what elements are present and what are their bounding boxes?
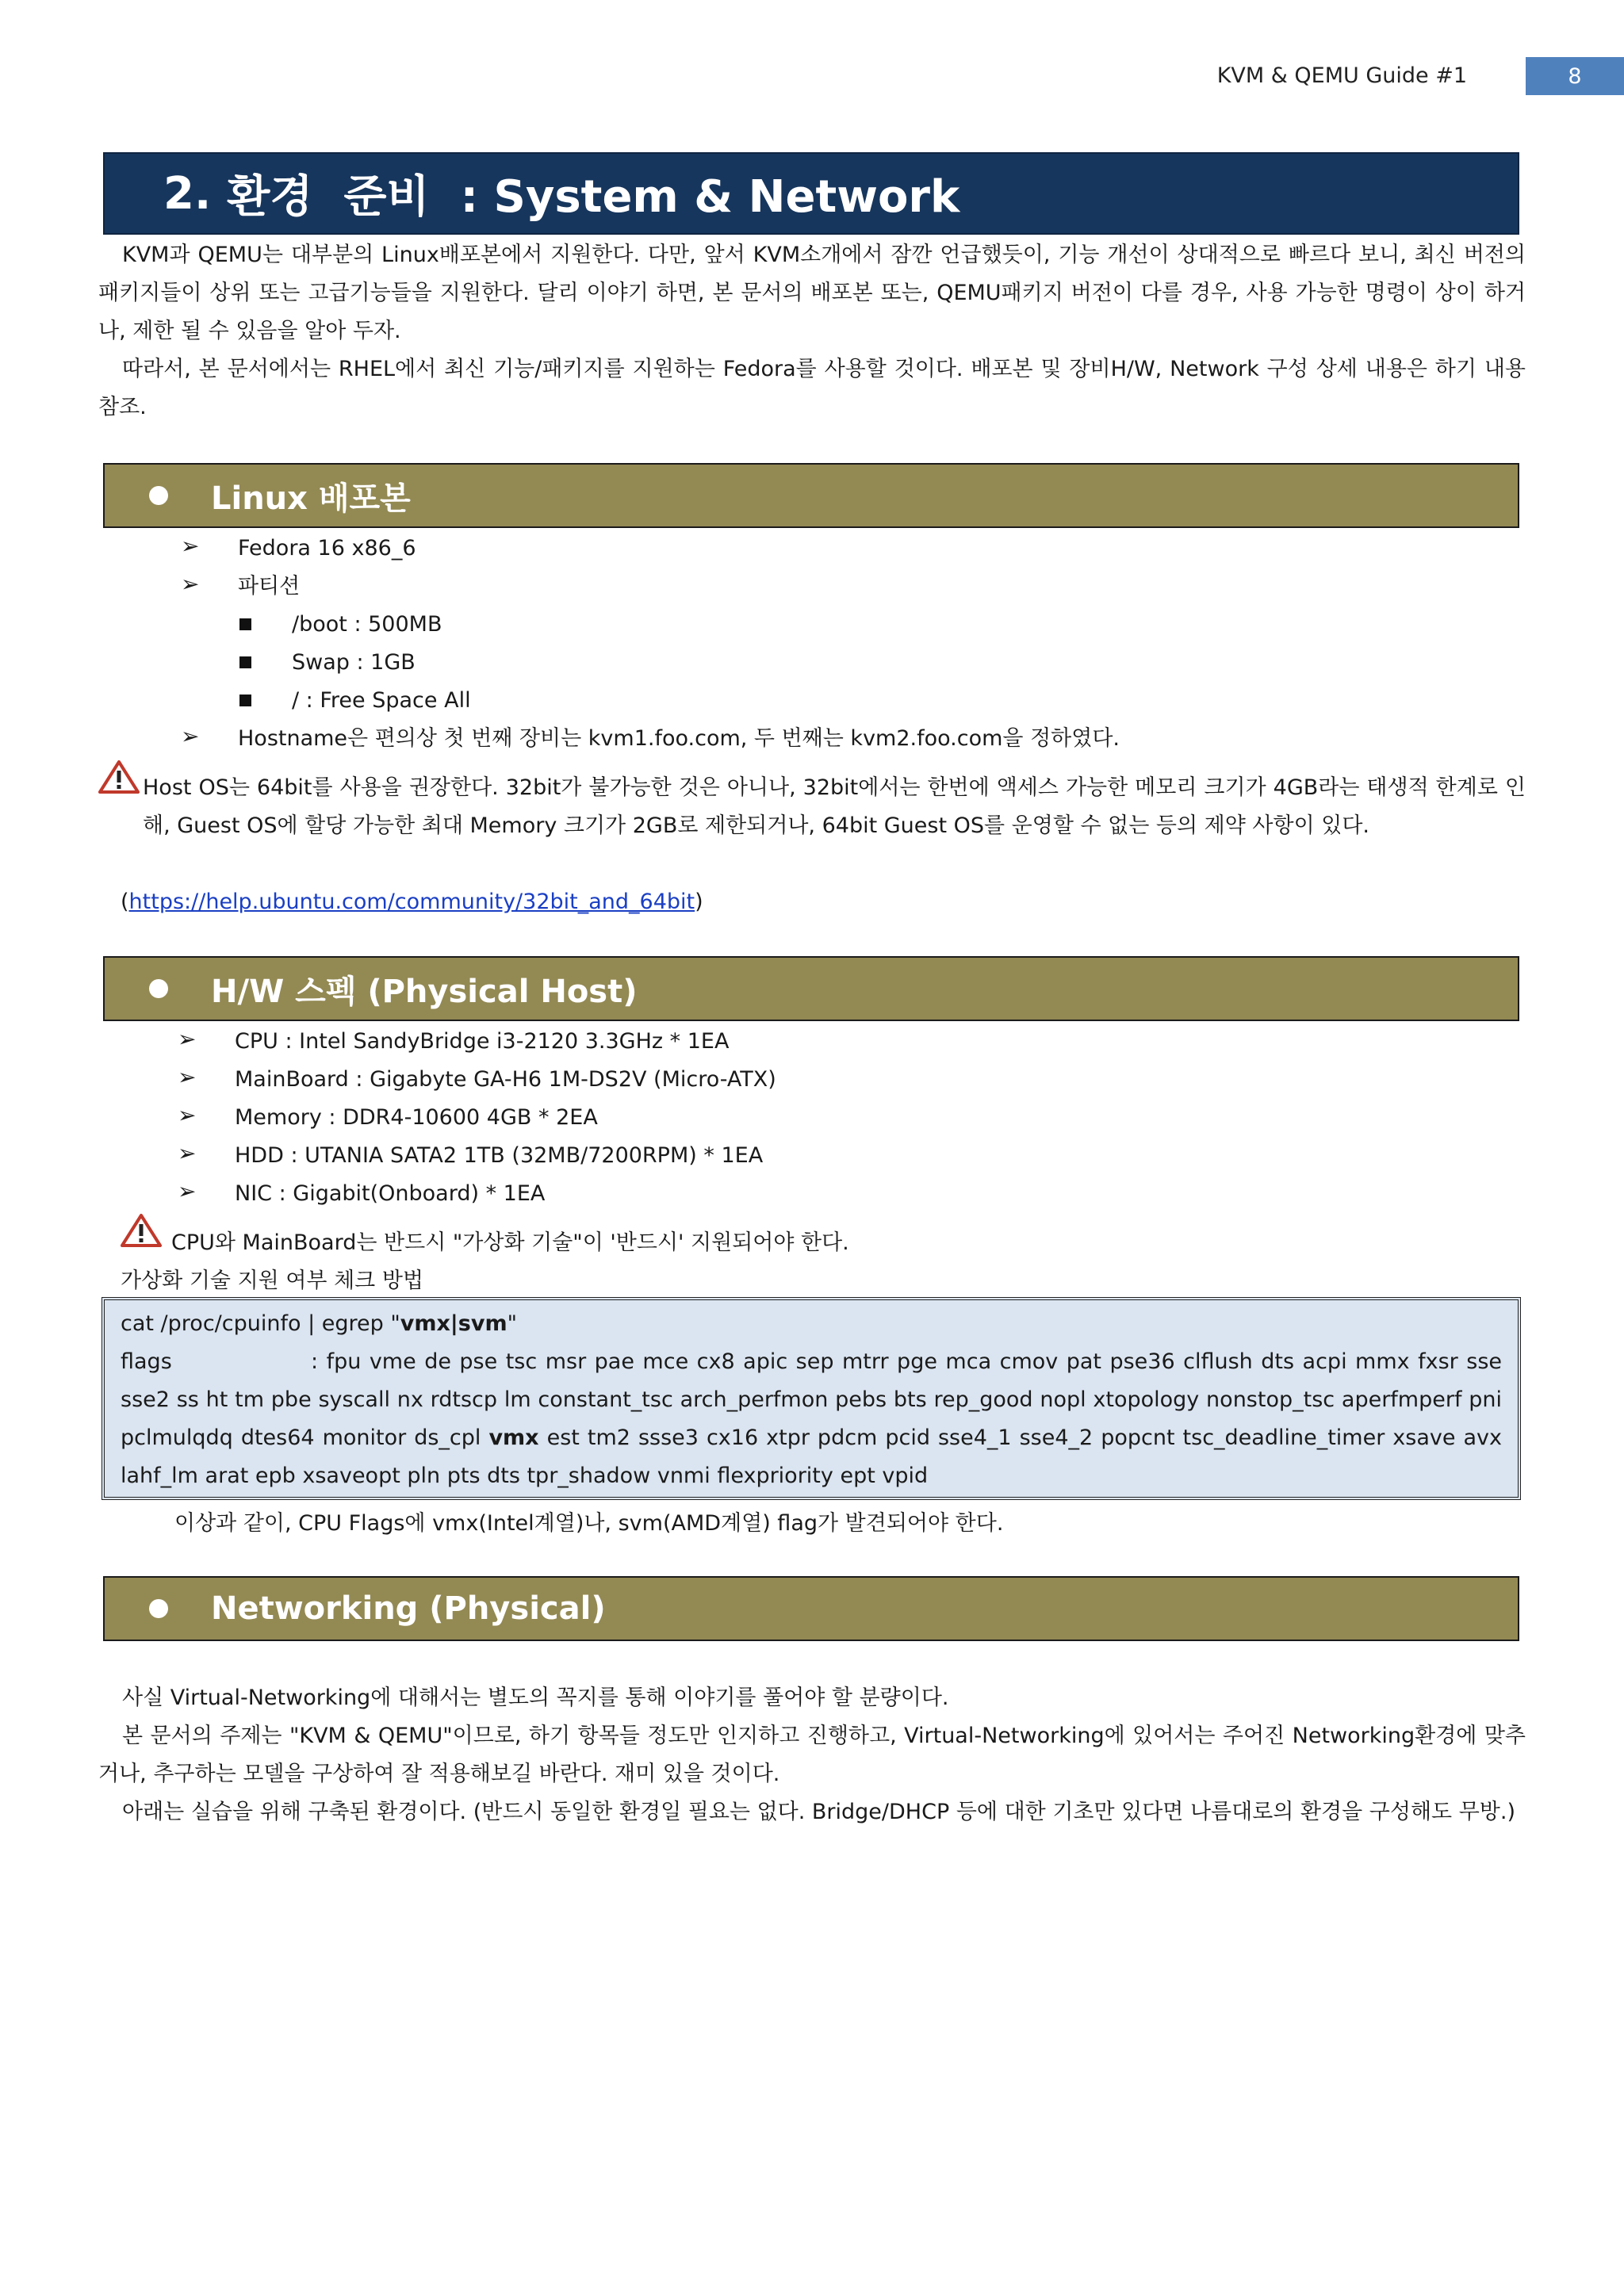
check-method-title: 가상화 기술 지원 여부 체크 방법 [121, 1269, 423, 1293]
warning-icon [121, 1213, 162, 1248]
hw-warning-text: CPU와 MainBoard는 반드시 "가상화 기술"이 '반드시' 지원되어야 한다. [171, 1230, 849, 1255]
intro-paragraph-2: 따라서, 본 문서에서는 RHEL에서 최신 기능/패키지를 지원하는 Fedora를 사용할 것이다. 배포본 및 장비H/W, Network 구성 상세 내용은 하기 내용 참조. [98, 357, 1526, 419]
hw-item-mainboard: MainBoard : Gigabyte GA-H6 1M-DS2V (Micro-ATX) [235, 1067, 776, 1092]
bullet-icon [149, 486, 168, 505]
reference-link[interactable]: https://help.ubuntu.com/community/32bit_and_64bit [128, 890, 695, 914]
page-number: 8 [1526, 57, 1624, 95]
arrow-bullet-icon: ➢ [178, 1064, 197, 1090]
list-item-distro: Fedora 16 x86_6 [238, 536, 416, 561]
hw-item-hdd: HDD : UTANIA SATA2 1TB (32MB/7200RPM) * 1EA [235, 1143, 764, 1168]
code-flags: flags : fpu vme de pse tsc msr pae mce cx8 apic sep mtrr pge mca cmov pat pse36 clflush dts acpi mmx fxsr sse sse2 ss ht tm pbe syscall nx rdtscp lm constant_tsc arch_perfmon pebs bts rep_good nopl xtopology nonstop_tsc aperfmperf pni pclmulqdq dtes64 monitor ds_cpl vmx est tm2 ssse3 cx16 xtpr pdcm pcid sse4_1 sse4_2 popcnt tsc_deadline_timer xsave avx lahf_lm arat epb xsaveopt pln pts dts tpr_shadow vnmi flexpriority ept vpid [121, 1349, 1502, 1488]
network-paragraph-1: 사실 Virtual-Networking에 대해서는 별도의 꼭지를 통해 이야기를 풀어야 할 분량이다. [122, 1686, 949, 1710]
section-linux-heading [103, 463, 1519, 528]
network-paragraph-3: 아래는 실습을 위해 구축된 환경이다. (반드시 동일한 환경일 필요는 없다. Bridge/DHCP 등에 대한 기초만 있다면 나름대로의 환경을 구성해도 무방.) [122, 1800, 1515, 1824]
chapter-title-text: 환경 준비 : System & Network [227, 171, 960, 223]
code-command: cat /proc/cpuinfo | egrep "vmx|svm" [121, 1311, 518, 1336]
arrow-bullet-icon: ➢ [181, 533, 200, 559]
cpu-flags-note: 이상과 같이, CPU Flags에 vmx(Intel계열)나, svm(AMD계열) flag가 발견되어야 한다. [174, 1511, 1004, 1536]
intro-paragraph-1: KVM과 QEMU는 대부분의 Linux배포본에서 지원한다. 다만, 앞서 KVM소개에서 잠깐 언급했듯이, 기능 개선이 상대적으로 빠르다 보니, 최신 버전의 패키지들이 상위 또는 고급기능들을 지원한다. 달리 이야기 하면, 본 문서의 배포본 또는, QEMU패키지 버전이 다를 경우, 사용 가능한 명령이 상이 하거나, 제한 될 수 있음을 알아 두자. [98, 243, 1526, 343]
linux-warning-text: Host OS는 64bit를 사용을 권장한다. 32bit가 불가능한 것은 아니나, 32bit에서는 한번에 액세스 가능한 메모리 크기가 4GB라는 태생적 한계로 인해, Guest OS에 할당 가능한 최대 Memory 크기가 2GB로 제한되거나, 64bit Guest OS를 운영할 수 없는 등의 제약 사항이 있다. [143, 775, 1526, 838]
hw-item-cpu: CPU : Intel SandyBridge i3-2120 3.3GHz * 1EA [235, 1029, 730, 1054]
reference-link-line: (https://help.ubuntu.com/community/32bit_and_64bit) [121, 890, 703, 914]
arrow-bullet-icon: ➢ [178, 1178, 197, 1204]
chapter-number: 2. [163, 167, 212, 220]
arrow-bullet-icon: ➢ [178, 1140, 197, 1166]
hw-item-memory: Memory : DDR4-10600 4GB * 2EA [235, 1105, 598, 1130]
arrow-bullet-icon: ➢ [178, 1026, 197, 1052]
chapter-title [103, 152, 1519, 235]
list-item-hostname: Hostname은 편의상 첫 번째 장비는 kvm1.foo.com, 두 번째는 kvm2.foo.com을 정하였다. [238, 726, 1120, 751]
partition-boot: /boot : 500MB [292, 612, 442, 637]
square-bullet-icon [239, 618, 251, 630]
arrow-bullet-icon: ➢ [181, 571, 200, 597]
arrow-bullet-icon: ➢ [178, 1102, 197, 1128]
bullet-icon [149, 979, 168, 998]
list-item-partition: 파티션 [238, 574, 301, 599]
partition-swap: Swap : 1GB [292, 650, 416, 675]
square-bullet-icon [239, 656, 251, 668]
square-bullet-icon [239, 695, 251, 706]
section-network-title: Networking (Physical) [211, 1590, 606, 1627]
hw-item-nic: NIC : Gigabit(Onboard) * 1EA [235, 1181, 546, 1206]
warning-icon [98, 760, 140, 794]
section-hw-title: H/W 스펙 (Physical Host) [211, 973, 638, 1010]
section-hw-heading [103, 956, 1519, 1021]
cpuinfo-code-block [102, 1297, 1521, 1500]
network-paragraph-2: 본 문서의 주제는 "KVM & QEMU"이므로, 하기 항목들 정도만 인지하고 진행하고, Virtual-Networking에 있어서는 주어진 Networking환경에 맞추거나, 추구하는 모델을 구상하여 잘 적용해보길 바란다. 재미 있을 것이다. [98, 1724, 1526, 1786]
arrow-bullet-icon: ➢ [181, 723, 200, 749]
section-linux-title: Linux 배포본 [211, 480, 411, 517]
partition-root: / : Free Space All [292, 688, 471, 713]
section-network-heading [103, 1576, 1519, 1641]
document-header-title: KVM & QEMU Guide #1 [1216, 63, 1467, 88]
bullet-icon [149, 1599, 168, 1618]
